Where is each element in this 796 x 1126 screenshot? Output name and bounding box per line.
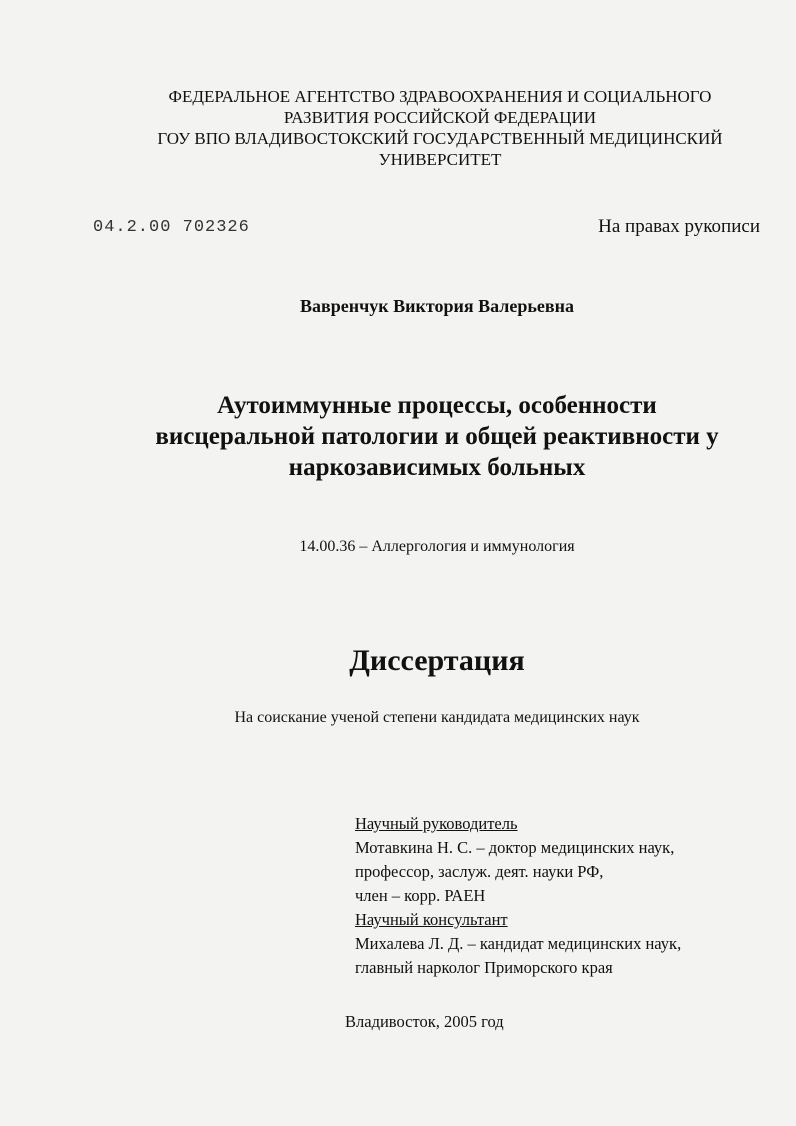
library-stamp-number: 04.2.00 702326 [93,218,250,237]
supervisor-line: член – корр. РАЕН [355,886,486,905]
place-and-year: Владивосток, 2005 год [345,1012,504,1031]
advisors-block [355,812,681,980]
dissertation-title [0,390,796,483]
manuscript-rights-note: На правах рукописи [598,216,760,237]
author-name: Вавренчук Виктория Валерьевна [300,296,574,316]
supervisor-label: Научный руководитель [355,814,518,833]
consultant-label: Научный консультант [355,910,508,929]
document-type: Диссертация [349,644,525,677]
supervisor-line: Мотавкина Н. С. – доктор медицинских наук, [355,838,675,857]
institution-header [0,86,796,170]
header-line: ФЕДЕРАЛЬНОЕ АГЕНТСТВО ЗДРАВООХРАНЕНИЯ И СОЦИАЛЬНОГО [168,87,712,106]
consultant-line: главный нарколог Приморского края [355,958,613,977]
specialty: 14.00.36 – Аллергология и иммунология [299,538,575,555]
header-line: ГОУ ВПО ВЛАДИВОСТОКСКИЙ ГОСУДАРСТВЕННЫЙ МЕДИЦИНСКИЙ [157,129,723,148]
degree-statement: На соискание ученой степени кандидата медицинских наук [234,709,640,726]
title-line: висцеральной патологии и общей реактивности у [155,423,719,450]
header-line: УНИВЕРСИТЕТ [378,150,502,169]
title-line: наркозависимых больных [288,454,586,481]
supervisor-line: профессор, заслуж. деят. науки РФ, [355,862,604,881]
title-line: Аутоиммунные процессы, особенности [217,392,657,419]
consultant-line: Михалева Л. Д. – кандидат медицинских наук, [355,934,682,953]
header-line: РАЗВИТИЯ РОССИЙСКОЙ ФЕДЕРАЦИИ [283,108,597,127]
